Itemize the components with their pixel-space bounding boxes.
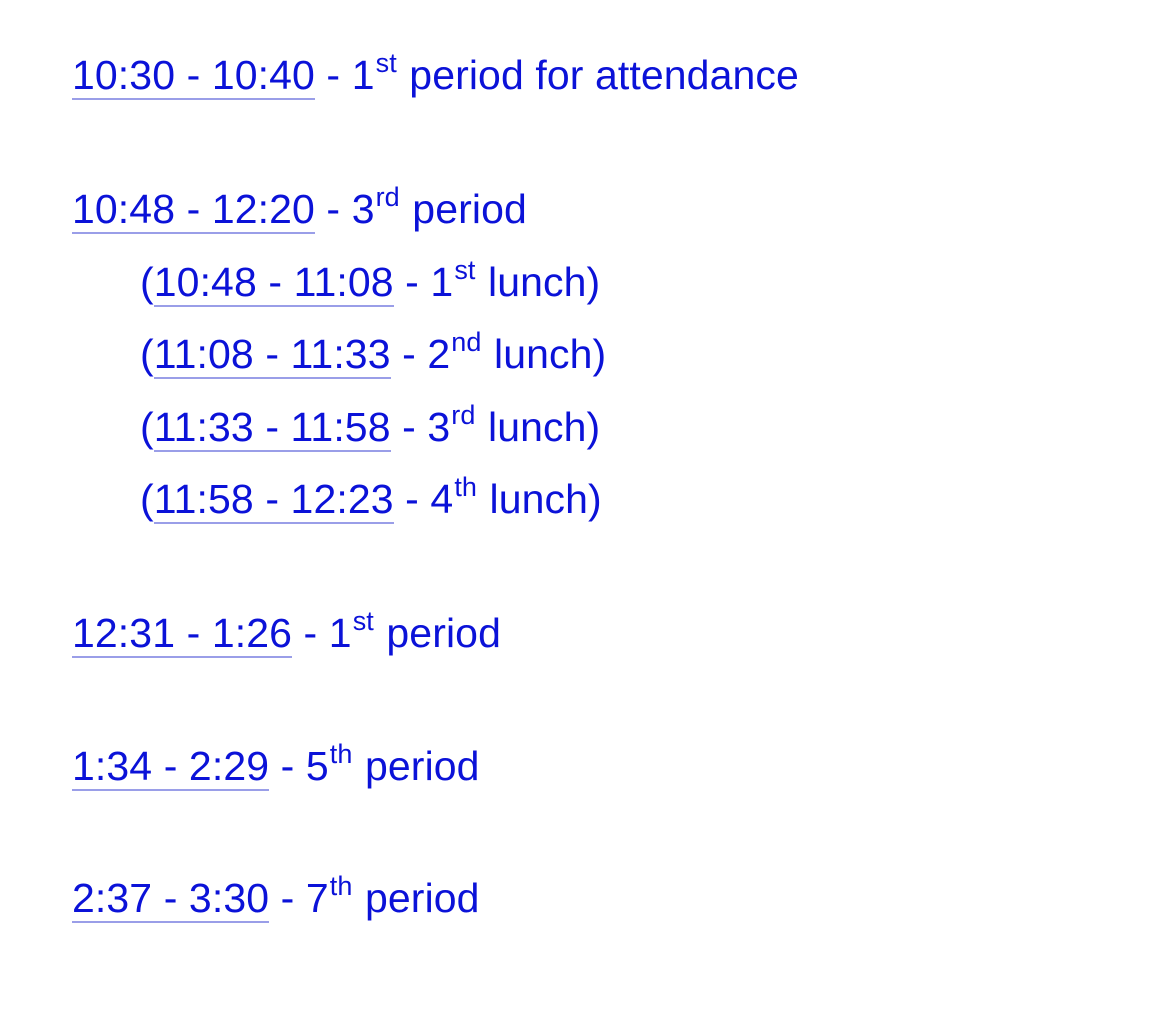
time-range-link[interactable]: 12:31 - 1:26 xyxy=(72,610,293,656)
ordinal-suffix: th xyxy=(329,871,353,901)
time-range-link[interactable]: 10:48 - 12:20 xyxy=(72,186,315,232)
lunch-label: lunch) xyxy=(478,476,602,522)
schedule-entry-period-1 xyxy=(72,608,501,658)
separator: - xyxy=(269,743,306,789)
separator: - xyxy=(393,259,431,305)
period-label: period for attendance xyxy=(397,52,799,98)
time-range-link[interactable]: 11:08 - 11:33 xyxy=(153,331,391,377)
open-paren: ( xyxy=(140,476,154,522)
schedule-entry-lunch-4 xyxy=(140,474,602,524)
separator: - xyxy=(390,331,428,377)
ordinal-suffix: rd xyxy=(375,182,400,212)
lunch-number: 2 xyxy=(427,331,451,377)
separator: - xyxy=(314,52,352,98)
schedule-entry-lunch-1 xyxy=(140,257,600,307)
ordinal-suffix: st xyxy=(375,48,397,78)
ordinal-suffix: st xyxy=(454,255,476,285)
period-number: 3 xyxy=(351,186,375,232)
schedule-entry-attendance xyxy=(72,50,799,100)
schedule-entry-period-5 xyxy=(72,741,480,791)
time-range-link[interactable]: 10:30 - 10:40 xyxy=(72,52,315,98)
ordinal-suffix: rd xyxy=(451,400,476,430)
period-label: period xyxy=(400,186,527,232)
ordinal-suffix: th xyxy=(329,739,353,769)
period-number: 7 xyxy=(305,875,329,921)
ordinal-suffix: th xyxy=(454,472,478,502)
separator: - xyxy=(390,404,428,450)
period-label: period xyxy=(374,610,501,656)
period-label: period xyxy=(353,743,480,789)
ordinal-suffix: nd xyxy=(451,327,482,357)
lunch-number: 1 xyxy=(430,259,454,305)
open-paren: ( xyxy=(140,404,154,450)
separator: - xyxy=(314,186,352,232)
open-paren: ( xyxy=(140,331,154,377)
schedule-entry-period-3 xyxy=(72,184,527,234)
time-range-link[interactable]: 11:58 - 12:23 xyxy=(153,476,394,522)
period-number: 1 xyxy=(351,52,375,98)
schedule-entry-lunch-2 xyxy=(140,329,606,379)
period-number: 5 xyxy=(305,743,329,789)
time-range-link[interactable]: 2:37 - 3:30 xyxy=(72,875,270,921)
lunch-label: lunch) xyxy=(482,331,607,377)
lunch-number: 4 xyxy=(430,476,454,522)
lunch-label: lunch) xyxy=(476,259,601,305)
time-range-link[interactable]: 1:34 - 2:29 xyxy=(72,743,270,789)
period-label: period xyxy=(353,875,480,921)
separator: - xyxy=(393,476,431,522)
schedule-entry-period-7 xyxy=(72,873,480,923)
time-range-link[interactable]: 10:48 - 11:08 xyxy=(153,259,394,305)
time-range-link[interactable]: 11:33 - 11:58 xyxy=(153,404,391,450)
schedule-entry-lunch-3 xyxy=(140,402,600,452)
open-paren: ( xyxy=(140,259,154,305)
separator: - xyxy=(269,875,306,921)
lunch-label: lunch) xyxy=(476,404,601,450)
period-number: 1 xyxy=(328,610,352,656)
ordinal-suffix: st xyxy=(352,606,374,636)
lunch-number: 3 xyxy=(427,404,451,450)
separator: - xyxy=(292,610,329,656)
